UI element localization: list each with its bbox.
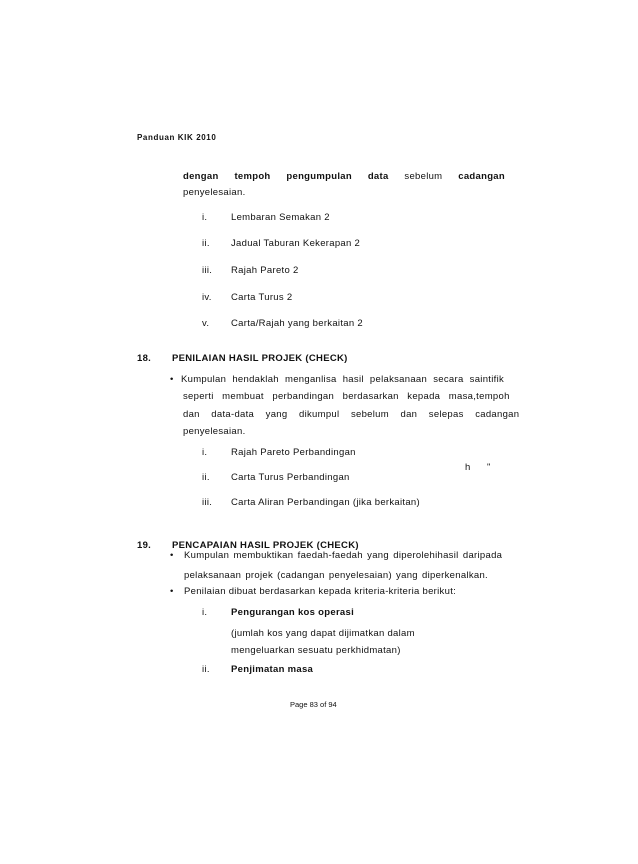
intro-word: data — [367, 171, 389, 182]
section-title: PENILAIAN HASIL PROJEK (CHECK) — [172, 353, 348, 364]
paragraph-line: seperti membuat perbandingan berdasarkan kepada masa,tempoh — [183, 391, 510, 402]
list-item-number: iv. — [202, 292, 212, 303]
intro-line-2: penyelesaian. — [183, 187, 246, 198]
intro-word: dengan — [183, 171, 219, 182]
list-item-text: Pengurangan kos operasi — [231, 607, 355, 618]
list-item-number: i. — [202, 212, 208, 223]
stray-quote: " — [487, 462, 491, 473]
intro-word: tempoh — [234, 171, 271, 182]
intro-word: sebelum — [404, 171, 443, 182]
list-item-text: Carta/Rajah yang berkaitan 2 — [231, 318, 363, 329]
list-item-text: Jadual Taburan Kekerapan 2 — [231, 238, 361, 249]
list-item-text: Lembaran Semakan 2 — [231, 212, 330, 223]
section-number: 18. — [137, 353, 152, 364]
list-item-text: Carta Aliran Perbandingan (jika berkaitan) — [231, 497, 420, 508]
list-item-subtext: mengeluarkan sesuatu perkhidmatan) — [231, 645, 401, 656]
stray-letter: h — [465, 462, 471, 473]
list-item-number: ii. — [202, 664, 210, 675]
intro-line-1 — [183, 171, 505, 182]
paragraph-line: Kumpulan hendaklah menganlisa hasil pelaksanaan secara saintifik — [181, 374, 505, 385]
bullet: • — [170, 550, 174, 561]
list-item-number: i. — [202, 447, 208, 458]
list-item-subtext: (jumlah kos yang dapat dijimatkan dalam — [231, 628, 415, 639]
paragraph-line: dan data-data yang dikumpul sebelum dan selepas cadangan — [183, 409, 520, 420]
bullet: • — [170, 586, 174, 597]
list-item-number: iii. — [202, 497, 213, 508]
list-item-text: Rajah Pareto Perbandingan — [231, 447, 356, 458]
list-item-number: v. — [202, 318, 210, 329]
paragraph-line: Kumpulan membuktikan faedah-faedah yang diperolehihasil daripada — [184, 550, 503, 561]
paragraph-line: pelaksanaan projek (cadangan penyelesaian) yang diperkenalkan. — [184, 570, 488, 581]
section-number: 19. — [137, 540, 152, 551]
section-title: PENCAPAIAN HASIL PROJEK (CHECK) — [172, 540, 359, 551]
intro-word: cadangan — [458, 171, 505, 182]
list-item-number: ii. — [202, 472, 210, 483]
list-item-text: Carta Turus 2 — [231, 292, 293, 303]
intro-word: pengumpulan — [286, 171, 352, 182]
page-number: Page 83 of 94 — [290, 700, 337, 709]
list-item-text: Carta Turus Perbandingan — [231, 472, 350, 483]
list-item-text: Rajah Pareto 2 — [231, 265, 299, 276]
list-item-number: iii. — [202, 265, 213, 276]
bullet: • — [170, 374, 174, 385]
list-item-number: i. — [202, 607, 208, 618]
header-title: Panduan KIK 2010 — [137, 133, 217, 142]
paragraph-line: penyelesaian. — [183, 426, 246, 437]
list-item-number: ii. — [202, 238, 210, 249]
paragraph-line: Penilaian dibuat berdasarkan kepada kriteria-kriteria berikut: — [184, 586, 457, 597]
list-item-text: Penjimatan masa — [231, 664, 314, 675]
